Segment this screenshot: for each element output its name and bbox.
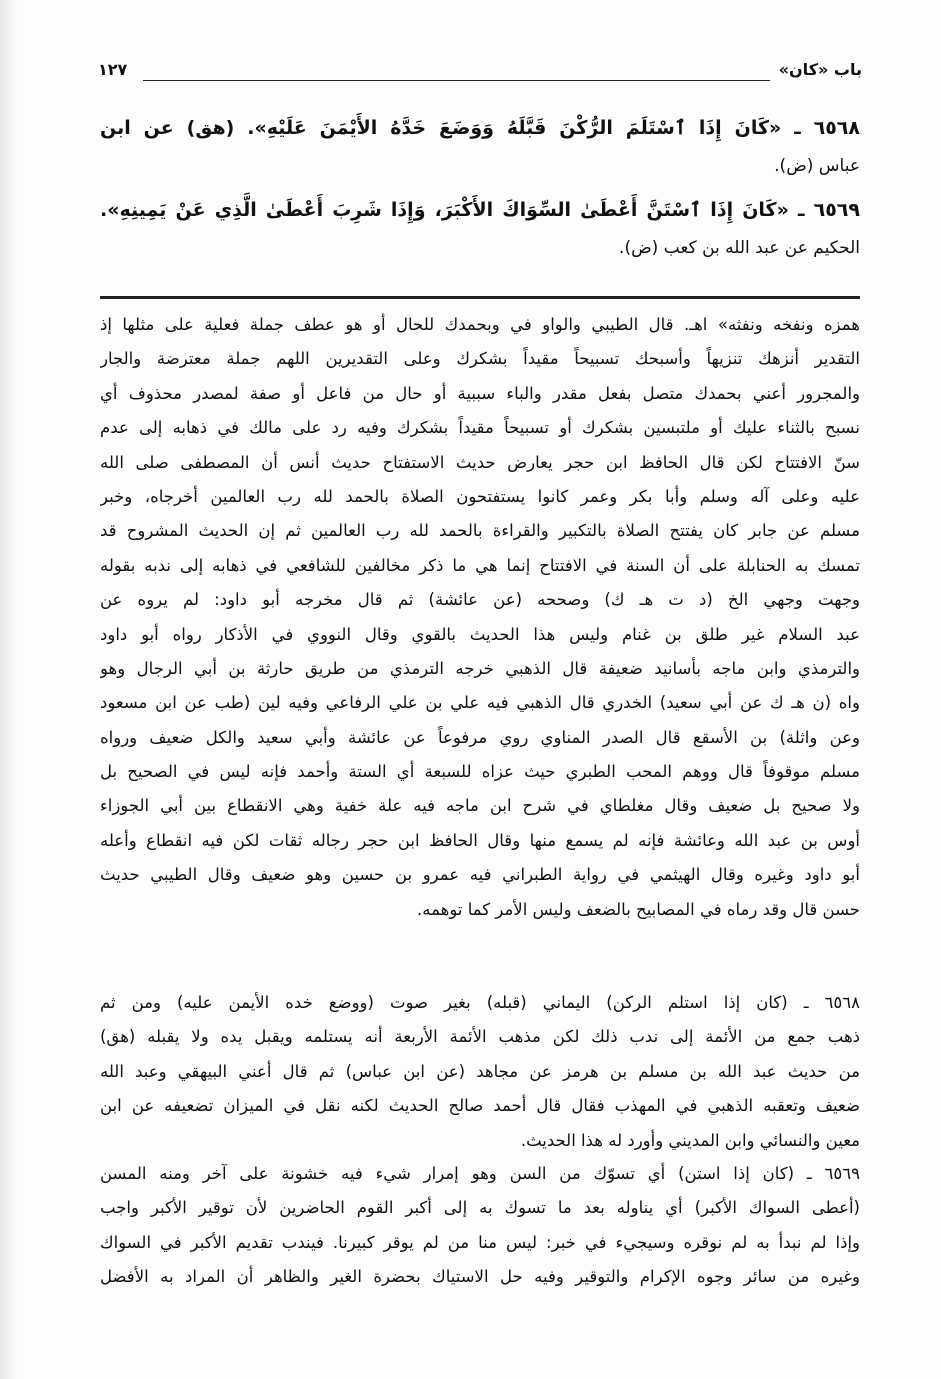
commentary-line: سنّ الافتتاح لكن قال الحافظ ابن حجر يعارض حديث الاستفتاح حديث أنس أن المصطفى صلى الله: [100, 452, 860, 472]
commentary-line: واه (ن هـ ك عن أبي سعيد) الخدري قال الذهبي فيه علي بن علي الرفاعي وفيه لين (طب عن ابن مسعود: [100, 693, 860, 713]
commentary-line: والمجرور أعني بحمدك متصل بفعل مقدر والباء سببية أو حال من فاعل أو صفة لمصدر محذوف أي: [100, 383, 860, 403]
commentary-line: ذهب جمع من الأئمة إلى ندب ذلك لكن مذهب الأئمة الأربعة أنه يستلمه ويقبل يده ولا يقبله (هق): [100, 1027, 860, 1047]
running-header: [98, 58, 862, 88]
commentary-line: ولا صحيح بل ضعيف وقال مغلطاي في شرح ابن ماجه فيه علة خفية وهي الانقطاع بين أبي الجوزاء: [100, 796, 860, 816]
commentary-line: أوس بن عبد الله وعائشة فإنه لم يسمع منها وقال الحافظ ابن حجر رجاله ثقات لكن فيه انقطاع وأعله: [100, 830, 860, 850]
commentary-line: والترمذي وابن ماجه بأسانيد ضعيفة قال الذهبي خرجه الترمذي من طريق حارثة بن أبي الرجال وهو: [100, 658, 860, 678]
hadith-line: ٦٥٦٩ ـ «كَانَ إِذَا ٱسْتَنَّ أَعْطَىٰ السِّوَاكَ الأَكْبَرَ، وَإِذَا شَرِبَ أَعْطَىٰ الَّذِي عَنْ يَمِينِهِ».: [100, 199, 860, 221]
commentary-line: مسلم موقوفاً قال ووهم المحب الطبري حيث عزاه للسبعة أي الستة وأحمد فإنه ليس في الصحيح بل: [100, 762, 860, 782]
header-rule: [143, 80, 770, 81]
commentary-line: أبو داود وغيره وقال الهيثمي في رواية الطبراني فيه عمرو بن حسين وهو ضعيف وقال الطيبي حديث: [100, 865, 860, 885]
commentary-line: تمسك به الحنابلة على أن السنة في الافتتاح إنما هي ما ذكر مخالفين للشافعي في ذهابه إلى ندبه بقوله: [100, 555, 860, 575]
commentary-line: وجهت وجهي الخ (د ت هـ ك) وصححه (عن عائشة) ثم قال مخرجه أبو داود: لم يروه عن: [100, 590, 860, 610]
footnote-separator: [100, 296, 860, 299]
hadith-line: ٦٥٦٨ ـ «كَانَ إِذَا ٱسْتَلَمَ الرُّكْنَ قَبَّلَهُ وَوَضَعَ خَدَّهُ الأَيْمَنَ عَلَيْهِ». (هق) عن ابن: [100, 117, 860, 139]
commentary-line: وعن واثلة) بن الأسقع قال الصدر المناوي روي مرفوعاً عن عائشة وأبي سعيد والكل ضعيف ورواه: [100, 727, 860, 747]
commentary-line: ٦٥٦٩ ـ (كان إذا استن) أي تسوّك من السن وهو إمرار شيء فيه خشونة على آخر ومنه المسن: [100, 1164, 860, 1183]
commentary-line: التقدير أنزهك تنزيهاً وأسبحك تسبيحاً مقيداً بشكرك وعلى التقديرين اللهم جملة معترضة والجار: [100, 349, 860, 369]
commentary-line: مسلم عن جابر كان يفتتح الصلاة بالتكبير والقراءة بالحمد لله رب العالمين ثم إن الحديث المشروح قد: [100, 521, 860, 541]
chapter-title: باب «كان»: [778, 60, 862, 79]
hadith-source-line: عباس (ض).: [774, 156, 860, 176]
hadith-6569: [100, 191, 860, 267]
commentary-line: من حديث عبد الله بن مسلم بن هرمز عن مجاهد (عن ابن عباس) ثم قال أعني البيهقي وعبد الله: [100, 1061, 860, 1081]
commentary-paragraph-1: [100, 308, 860, 927]
commentary-line: ٦٥٦٨ ـ (كان إذا استلم الركن) اليماني (قبله) بغير صوت (ووضع خده الأيمن عليه) ومن ثم: [100, 993, 860, 1012]
commentary-line: وغيره من سائر وجوه الإكرام والتوقير وفيه حل الاستياك بحضرة الغير والظاهر أن المراد به الأفضل: [100, 1267, 860, 1287]
commentary-line: عليه وعلى آله وسلم وأبا بكر وعمر كانوا يستفتحون الصلاة بالحمد لله رب العالمين أخرجاه، وخبر: [100, 486, 860, 506]
commentary-line: (أعطى السواك الأكبر) أي يناوله بعد ما تسوك به إلى أكبر القوم الحاضرين لأن توقير الأكبر واجب: [100, 1198, 860, 1218]
commentary-line: ضعيف وتعقبه الذهبي في المهذب فقال قال أحمد صالح الحديث لكنه نقل في الميزان تضعيفه عن ابن: [100, 1096, 860, 1116]
commentary-line: عبد السلام غير طلق بن غنام وليس هذا الحديث بالقوي وقال النووي في الأذكار رواه أبو داود: [100, 624, 860, 644]
hadith-6568: [100, 109, 860, 185]
commentary-line: وإذا لم نبدأ به لم نوقره وسيجيء في خبر: ليس منا من لم يوقر كبيرنا. فيندب تقديم الأكبر في السواك: [100, 1232, 860, 1252]
commentary-line: نسبح بالثناء عليك أو ملتبسين بشكرك أو تسبيحاً مقيداً بشكرك وفيه رد على مالك في ذهابه إلى عدم: [100, 418, 860, 438]
scan-edge-shadow: [0, 0, 18, 1379]
commentary-line: همزه ونفخه ونفثه» اهـ. قال الطيبي والواو في وبحمدك للحال أو هو عطف جملة فعلية على مثلها إذ: [100, 315, 860, 334]
commentary-paragraph-6569: [100, 1157, 860, 1295]
commentary-line: معين والنسائي وابن المديني وأورد له هذا الحديث.: [520, 1130, 860, 1150]
hadith-source-line: الحكيم عن عبد الله بن كعب (ض).: [619, 238, 860, 258]
commentary-paragraph-6568: [100, 986, 860, 1158]
commentary-line: حسن قال وقد رماه في المصابيح بالضعف وليس الأمر كما توهمه.: [417, 899, 860, 919]
page-number: ١٢٧: [98, 60, 128, 79]
